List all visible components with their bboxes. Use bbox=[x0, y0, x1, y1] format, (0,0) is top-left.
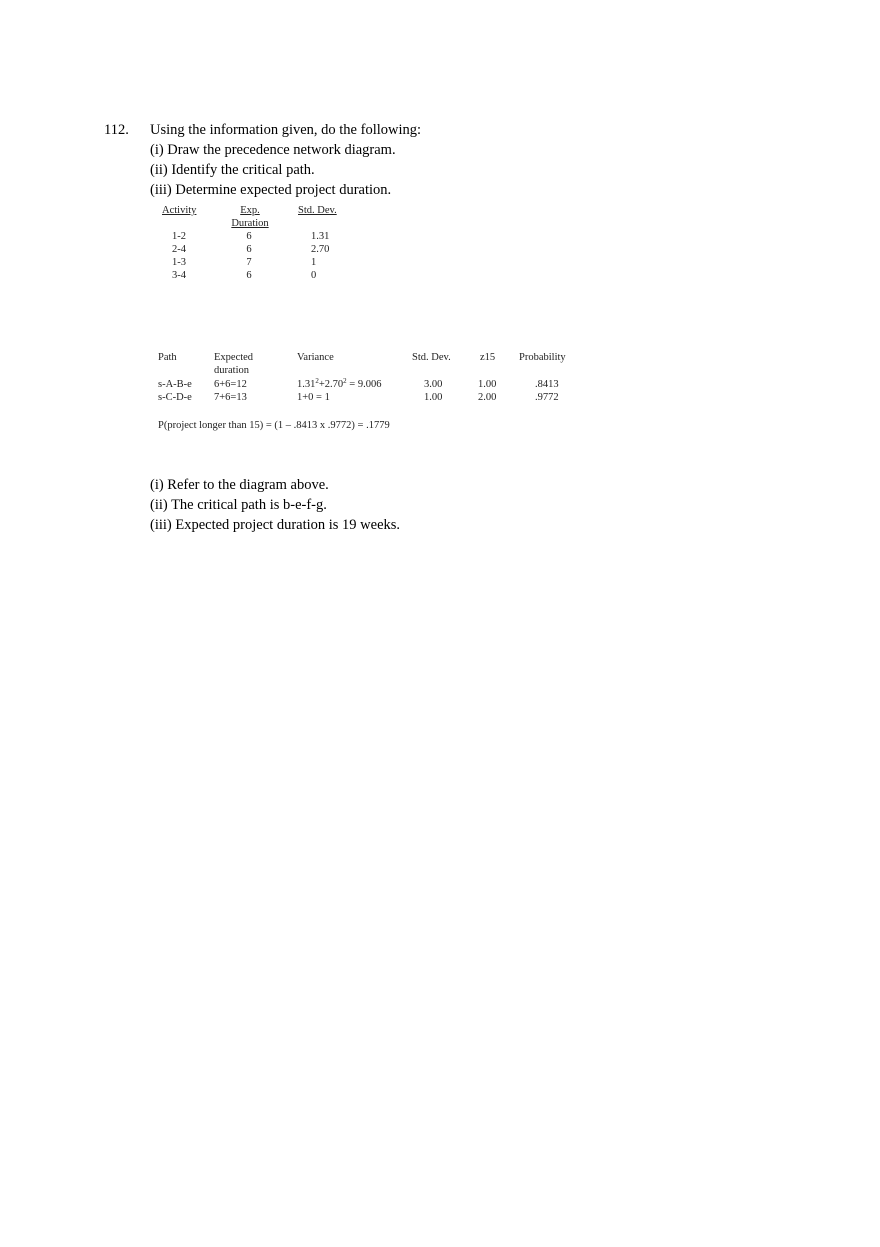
activity-row-3-duration: 7 bbox=[246, 257, 252, 268]
answer-2: (ii) The critical path is b-e-f-g. bbox=[150, 497, 327, 513]
question-part-2: (ii) Identify the critical path. bbox=[150, 162, 315, 178]
exp-header-line2: Duration bbox=[231, 218, 269, 229]
path-row-2-std: 1.00 bbox=[424, 392, 443, 403]
std-header: Std. Dev. bbox=[298, 205, 337, 216]
activity-row-1-std: 1.31 bbox=[311, 231, 330, 242]
probability-formula: P(project longer than 15) = (1 – .8413 x .9772) = .1779 bbox=[158, 420, 390, 431]
expected-header-line2: duration bbox=[214, 365, 249, 376]
activity-row-4-std: 0 bbox=[311, 270, 317, 281]
activity-row-2-activity: 2-4 bbox=[172, 244, 186, 255]
path-row-1-path: s-A-B-e bbox=[158, 379, 192, 390]
question-number: 112. bbox=[104, 122, 129, 138]
activity-row-4-activity: 3-4 bbox=[172, 270, 186, 281]
exp-header-line1: Exp. bbox=[240, 205, 260, 216]
path-row-2-duration: 7+6=13 bbox=[214, 392, 247, 403]
question-prompt: Using the information given, do the following: bbox=[150, 122, 422, 138]
activity-row-1-activity: 1-2 bbox=[172, 231, 186, 242]
path-row-2-z: 2.00 bbox=[478, 392, 497, 403]
std-dev-header: Std. Dev. bbox=[412, 352, 451, 363]
path-row-1-duration: 6+6=12 bbox=[214, 379, 247, 390]
z-header: z15 bbox=[480, 352, 496, 363]
path-header: Path bbox=[158, 352, 177, 363]
answer-1: (i) Refer to the diagram above. bbox=[150, 477, 329, 493]
path-row-2-path: s-C-D-e bbox=[158, 392, 192, 403]
activity-row-1-duration: 6 bbox=[246, 231, 252, 242]
activity-row-2-duration: 6 bbox=[246, 244, 252, 255]
probability-header: Probability bbox=[519, 352, 566, 363]
variance-header: Variance bbox=[297, 352, 334, 363]
path-row-1-variance: $1.31^2+2.70^2 = 9.006$ bbox=[297, 377, 382, 390]
activity-row-3-activity: 1-3 bbox=[172, 257, 186, 268]
path-row-2-probability: .9772 bbox=[535, 392, 559, 403]
question-part-3: (iii) Determine expected project duration. bbox=[150, 182, 392, 198]
path-row-1-probability: .8413 bbox=[535, 379, 559, 390]
path-row-2-variance: 1+0 = 1 bbox=[297, 392, 330, 403]
answer-3: (iii) Expected project duration is 19 weeks. bbox=[150, 517, 401, 533]
activity-row-4-duration: 6 bbox=[246, 270, 252, 281]
path-row-1-z: 1.00 bbox=[478, 379, 497, 390]
question-part-1: (i) Draw the precedence network diagram. bbox=[150, 142, 396, 158]
expected-header-line1: Expected bbox=[214, 352, 254, 363]
activity-row-3-std: 1 bbox=[311, 257, 317, 268]
activity-header: Activity bbox=[162, 205, 197, 216]
activity-row-2-std: 2.70 bbox=[311, 244, 330, 255]
path-row-1-std: 3.00 bbox=[424, 379, 443, 390]
